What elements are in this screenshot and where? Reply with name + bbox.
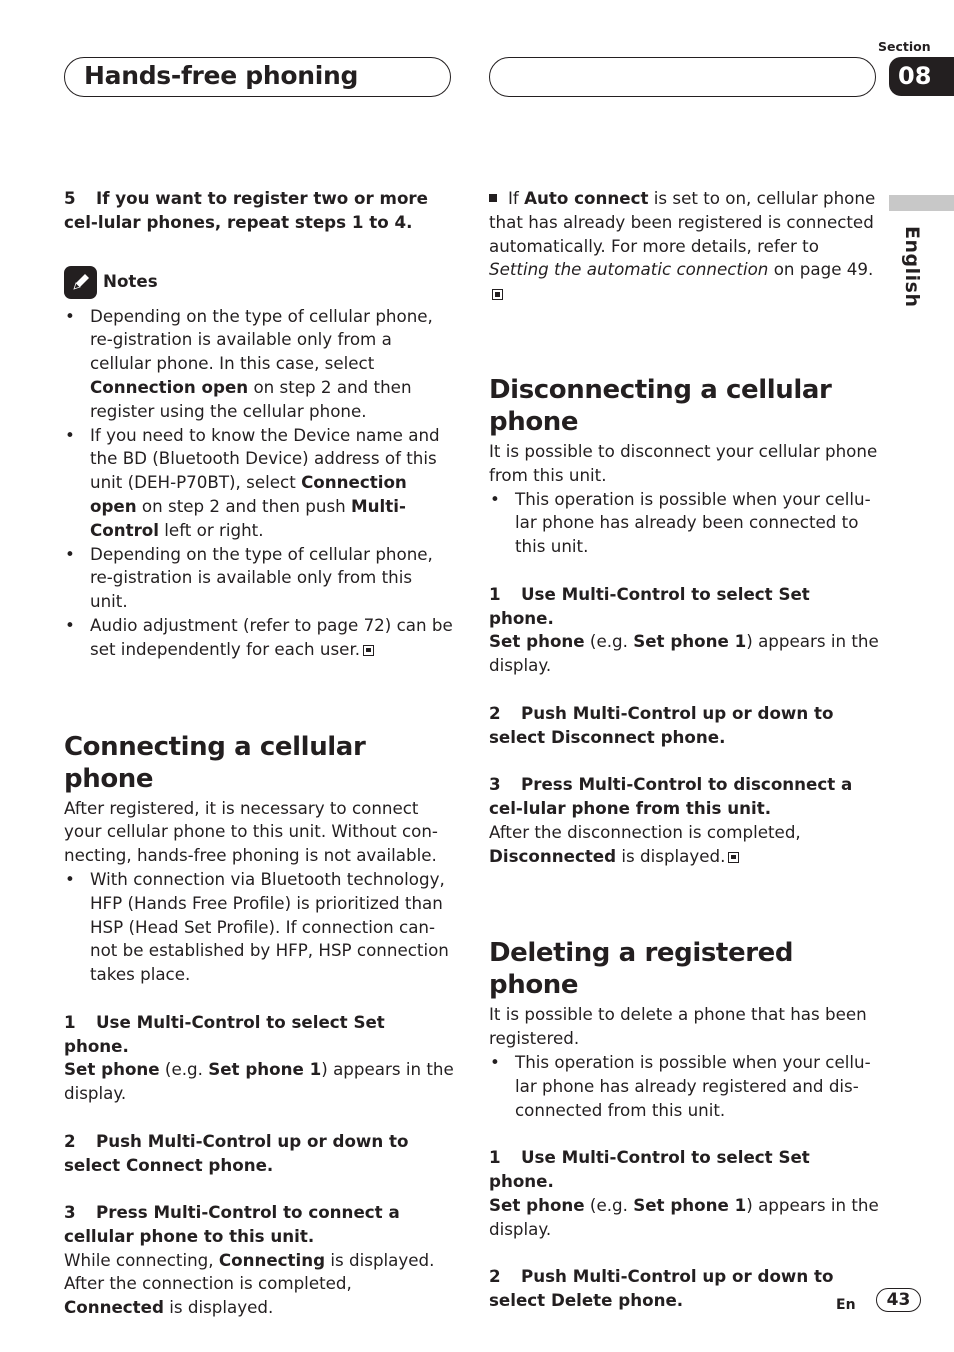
disconnecting-step-1-body: Set phone (e.g. Set phone 1) appears in the display.	[489, 631, 879, 676]
connecting-step-1-body: Set phone (e.g. Set phone 1) appears in the display.	[64, 1059, 454, 1104]
notes-label: Notes	[103, 271, 158, 292]
page-number: 43	[876, 1288, 921, 1312]
connecting-bullets	[64, 868, 454, 987]
note-item: • Depending on the type of cellular phone, re-gistration is available only from this unit.	[64, 543, 454, 614]
heading-disconnecting: Disconnecting a cellular phone	[489, 374, 832, 437]
connecting-step-3-body: While connecting, Connecting is displayed. After the connection is completed, Connected is displayed.	[64, 1249, 435, 1318]
disconnecting-intro: It is possible to disconnect your cellular phone from this unit.	[489, 440, 878, 485]
language-tab	[889, 195, 954, 211]
square-bullet-icon	[489, 194, 497, 202]
end-mark-icon	[363, 645, 374, 656]
deleting-step-1: 1 Use Multi-Control to select Set phone.	[489, 1147, 810, 1191]
connecting-step-3: 3 Press Multi-Control to connect a cellular phone to this unit.	[64, 1202, 400, 1246]
notes-list	[64, 305, 454, 662]
section-number: 08	[889, 57, 954, 96]
right-column	[489, 187, 879, 1313]
step-5: 5 If you want to register two or more cel-lular phones, repeat steps 1 to 4.	[64, 188, 428, 232]
connecting-bullet: • With connection via Bluetooth technology, HFP (Hands Free Profile) is prioritized than HSP (Head Set Profile). If connection can-not be established by HFP, HSP connection takes place.	[64, 868, 454, 987]
language-label: English	[901, 226, 923, 308]
connecting-step-1: 1 Use Multi-Control to select Set phone.	[64, 1011, 385, 1056]
disconnecting-step-3: 3 Press Multi-Control to disconnect a cel-lular phone from this unit.	[489, 774, 853, 818]
left-column	[64, 187, 454, 1320]
note-item: • If you need to know the Device name and the BD (Bluetooth Device) address of this unit (DEH-P70BT), select Connection open on step 2 and then push Multi-Control left or right.	[64, 424, 454, 543]
connecting-intro: After registered, it is necessary to connect your cellular phone to this unit. Without con-necting, hands-free phoning is not available.	[64, 797, 438, 866]
header-right-frame	[489, 57, 876, 97]
note-item: • Depending on the type of cellular phone, re-gistration is available only from a cellular phone. In this case, select Connection open on step 2 and then register using the cellular phone.	[64, 305, 454, 424]
disconnecting-bullets	[489, 488, 879, 559]
deleting-step-2: 2 Push Multi-Control up or down to select Delete phone.	[489, 1266, 834, 1310]
end-mark-icon	[492, 289, 503, 300]
note-item: • Audio adjustment (refer to page 72) can be set independently for each user.	[64, 614, 454, 662]
deleting-intro: It is possible to delete a phone that has been registered.	[489, 1004, 867, 1049]
disconnecting-step-2: 2 Push Multi-Control up or down to select Disconnect phone.	[489, 702, 834, 747]
end-mark-icon	[728, 852, 739, 863]
section-label: Section	[878, 39, 931, 54]
deleting-bullet: • This operation is possible when your cellu-lar phone has already registered and dis-connected from this unit.	[489, 1051, 879, 1122]
pencil-icon	[64, 266, 97, 299]
footer-language: En	[836, 1297, 856, 1313]
deleting-bullets	[489, 1051, 879, 1122]
page-title: Hands-free phoning	[84, 61, 359, 90]
disconnecting-step-3-body: After the disconnection is completed, Disconnected is displayed.	[489, 821, 801, 866]
deleting-step-1-body: Set phone (e.g. Set phone 1) appears in the display.	[489, 1194, 879, 1239]
connecting-step-2: 2 Push Multi-Control up or down to select Connect phone.	[64, 1130, 409, 1175]
heading-deleting: Deleting a registered phone	[489, 938, 794, 1001]
disconnecting-bullet: • This operation is possible when your cellu-lar phone has already been connected to this unit.	[489, 488, 879, 559]
heading-connecting: Connecting a cellular phone	[64, 731, 366, 794]
disconnecting-step-1: 1 Use Multi-Control to select Set phone.	[489, 583, 810, 628]
auto-connect-note: If Auto connect is set to on, cellular phone that has already been registered is connected automatically. For more details, refer to Setting the automatic connection on page 49.	[489, 187, 879, 306]
notes-header	[64, 266, 454, 299]
